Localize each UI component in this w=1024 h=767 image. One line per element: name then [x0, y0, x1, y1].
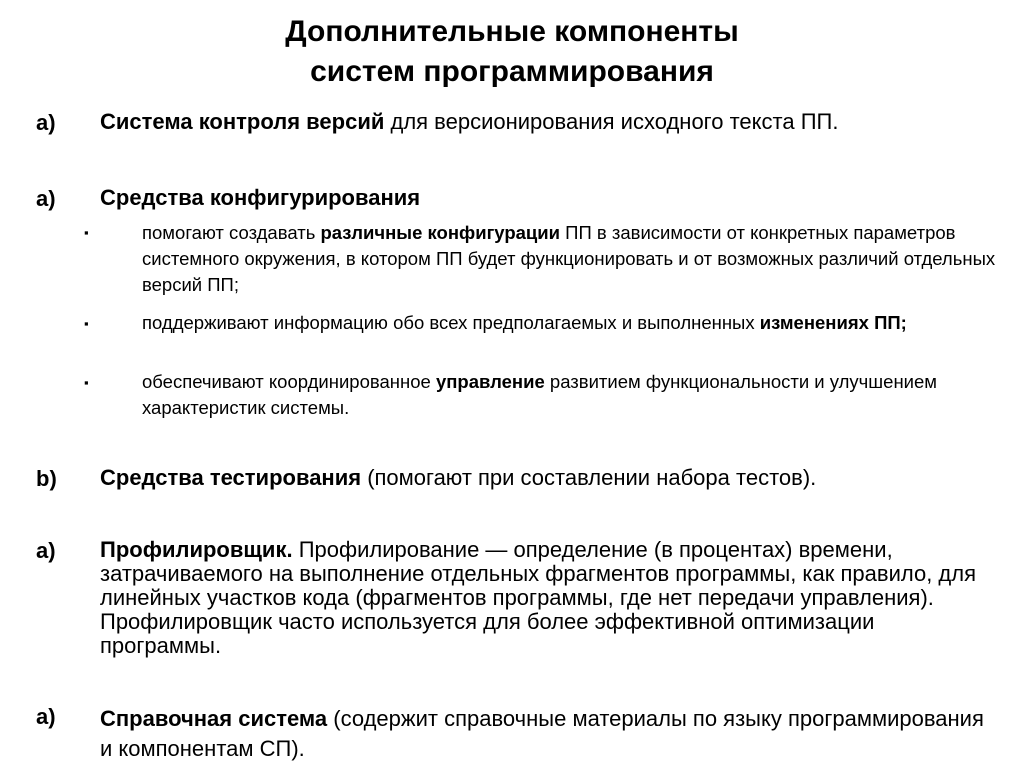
list-item-testing: [100, 466, 990, 490]
item-bold-label: Система контроля версий: [100, 109, 385, 134]
list-item-configuration: [100, 186, 990, 210]
square-bullet-icon: ▪: [84, 375, 89, 390]
item-text: для версионирования исходного текста ПП.: [384, 109, 839, 134]
item-marker: a): [36, 110, 56, 135]
item-marker: b): [36, 466, 57, 491]
title-line-1: Дополнительные компоненты: [285, 15, 739, 48]
square-bullet-icon: ▪: [84, 225, 89, 240]
item-bold-label: Средства конфигурирования: [100, 185, 421, 210]
item-text: (содержит справочные материалы по языку программирования и компонентам СП).: [100, 706, 984, 761]
item-text: (помогают при составлении набора тестов).: [361, 465, 817, 490]
bullet-bold: различные конфигурации: [320, 222, 561, 243]
bullet-text: развитием функциональности и улучшением характеристик системы.: [142, 371, 937, 418]
bullet-item-configs: [142, 220, 1002, 298]
item-marker: a): [36, 186, 56, 211]
bullet-item-changes: [142, 310, 1002, 336]
bullet-text: ПП в зависимости от конкретных параметров системного окружения, в котором ПП будет функционировать и от возможных различий отдельных версий ПП;: [142, 222, 996, 295]
list-item-version-control: [100, 110, 990, 134]
bullet-text: поддерживают информацию обо всех предполагаемых и выполненных: [142, 312, 760, 333]
page-title: [0, 12, 1024, 92]
list-item-help-system: [100, 704, 990, 764]
square-bullet-icon: ▪: [84, 316, 89, 331]
list-item-profiler: [100, 538, 990, 658]
item-marker: a): [36, 704, 56, 729]
bullet-bold: изменениях ПП;: [759, 312, 907, 333]
item-bold-label: Средства тестирования: [100, 465, 362, 490]
bullet-text: помогают создавать: [142, 222, 321, 243]
bullet-text: обеспечивают координированное: [142, 371, 436, 392]
item-marker: a): [36, 538, 56, 563]
item-bold-label: Справочная система: [100, 706, 328, 731]
item-text: Профилирование — определение (в процентах) времени, затрачиваемого на выполнение отдельных фрагментов программы, как правило, для линейных участков кода (фрагментов программы, где нет передачи управления). Профилировщик часто используется для более эффективной оптимизации программы.: [100, 537, 977, 658]
bullet-bold: управление: [435, 371, 545, 392]
item-bold-label: Профилировщик.: [100, 537, 293, 562]
title-line-2: систем программирования: [310, 55, 714, 88]
bullet-item-management: [142, 369, 1002, 421]
